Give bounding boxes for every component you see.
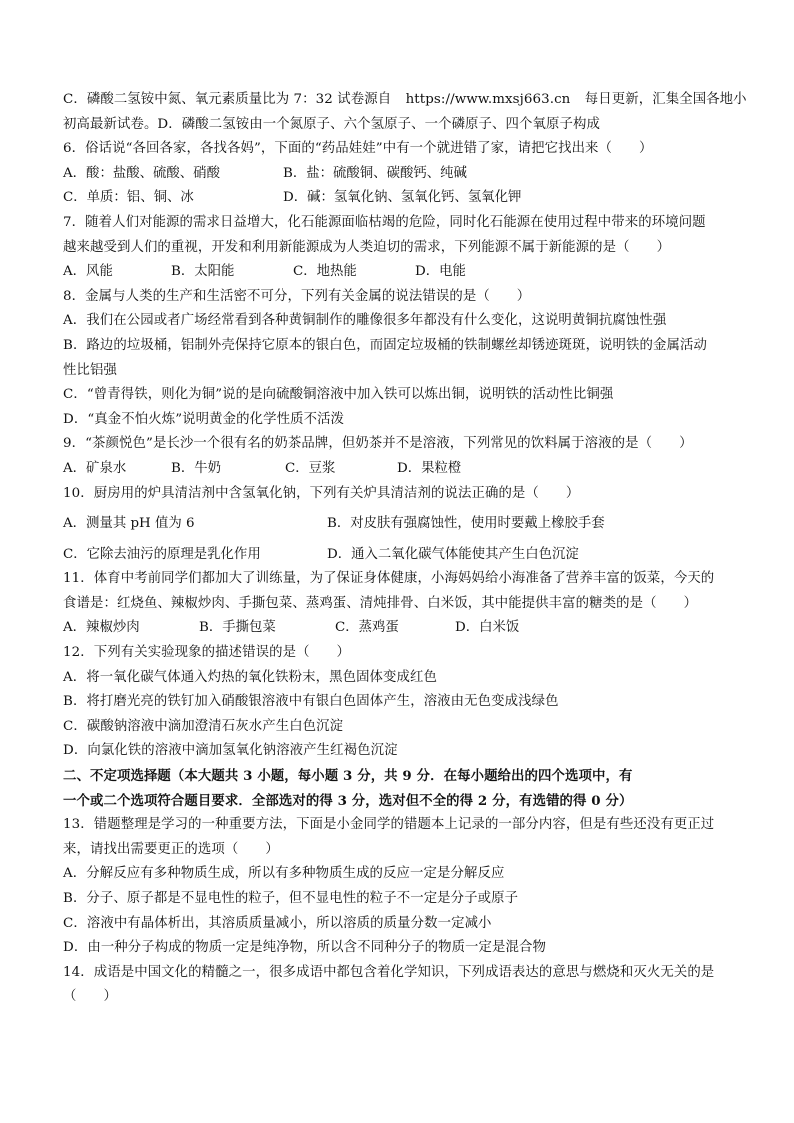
q8-option-a: A．我们在公园或者广场经常看到各种黄铜制作的雕像很多年都没有什么变化，这说明黄铜抗腐蚀性强 xyxy=(63,313,667,329)
q8-option-c: C．“曾青得铁，则化为铜”说的是向硫酸铜溶液中加入铁可以炼出铜，说明铁的活动性比铜强 xyxy=(63,387,614,403)
q8-option-b-2: 性比铝强 xyxy=(63,362,117,378)
q12-option-b: B．将打磨光亮的铁钉加入硝酸银溶液中有银白色固体产生，溶液由无色变成浅绿色 xyxy=(63,694,559,710)
q11-stem-1: 11．体育中考前同学们都加大了训练量，为了保证身体健康，小海妈妈给小海准备了营养丰富的饭菜，今天的 xyxy=(63,571,715,587)
q10-option-a: A．测量其 pH 值为 6 xyxy=(63,516,195,532)
q7-option-a: A．风能 xyxy=(63,264,113,280)
q13-option-b: B．分子、原子都是不显电性的粒子，但不显电性的粒子不一定是分子或原子 xyxy=(63,891,519,906)
q7-option-b: B．太阳能 xyxy=(171,264,235,280)
q11-option-d: D．白米饭 xyxy=(455,620,520,636)
q9-option-a: A．矿泉水 xyxy=(63,460,127,476)
q11-option-b: B．手撕包菜 xyxy=(199,620,276,636)
q9-option-b: B．牛奶 xyxy=(171,460,222,476)
section-2-heading-1: 二、不定项选择题（本大题共 3 小题，每小题 3 分，共 9 分．在每小题给出的四个选项中，有 xyxy=(63,768,633,785)
q8-stem: 8．金属与人类的生产和生活密不可分，下列有关金属的说法错误的是（ ） xyxy=(63,288,531,304)
q5-option-d: 初高最新试卷。D．磷酸二氢铵由一个氮原子、六个氢原子、一个磷原子、四个氧原子构成 xyxy=(63,116,600,132)
q5-option-c xyxy=(63,88,747,113)
q13-option-a: A．分解反应有多种物质生成，所以有多种物质生成的反应一定是分解反应 xyxy=(63,866,505,882)
q11-options xyxy=(63,616,739,641)
q7-options xyxy=(63,260,739,285)
q9-options xyxy=(63,457,739,482)
q5-option-c-text: C．磷酸二氢铵中氮、氧元素质量比为 7：32 试卷源自 xyxy=(63,92,392,107)
q9-stem: 9．“茶颜悦色”是长沙一个很有名的奶茶品牌，但奶茶并不是溶液，下列常见的饮料属于溶液的是（ ） xyxy=(63,436,693,452)
q12-stem: 12．下列有关实验现象的描述错误的是（ ） xyxy=(63,645,351,661)
q13-option-c: C．溶液中有晶体析出，其溶质质量减小，所以溶质的质量分数一定减小 xyxy=(63,915,492,931)
q8-option-b-1: B．路边的垃圾桶，铝制外壳保持它原本的银白色，而固定垃圾桶的铁制螺丝却锈迹斑斑，说明铁的金属活动 xyxy=(63,337,707,353)
q7-option-d: D．电能 xyxy=(415,264,466,280)
q6-stem: 6．俗话说“各回各家，各找各妈”，下面的“药品娃娃”中有一个就进错了家，请把它找出来（ ） xyxy=(63,141,653,157)
q14-stem-1: 14．成语是中国文化的精髓之一，很多成语中都包含着化学知识，下列成语表达的意思与燃烧和灭火无关的是 xyxy=(63,964,715,980)
q9-option-c: C．豆浆 xyxy=(285,460,336,476)
q6-options-row-1 xyxy=(63,162,739,187)
source-url: https://www.mxsj663.cn xyxy=(405,92,571,107)
q6-option-b: B．盐：硫酸铜、碳酸钙、纯碱 xyxy=(283,165,467,181)
q10-options-row-2 xyxy=(63,543,739,568)
section-2-heading-2: 一个或二个选项符合题目要求．全部选对的得 3 分，选对但不全的得 2 分，有选错的得 0 分） xyxy=(63,792,633,809)
q13-stem-1: 13．错题整理是学习的一种重要方法，下面是小金同学的错题本上记录的一部分内容，但是有些还没有更正过 xyxy=(63,817,715,833)
q7-stem-2: 越来越受到人们的重视，开发和利用新能源成为人类迫切的需求，下列能源不属于新能源的是（ ） xyxy=(63,239,671,255)
q12-option-a: A．将一氧化碳气体通入灼热的氧化铁粉末，黑色固体变成红色 xyxy=(63,669,438,685)
q6-options-row-2 xyxy=(63,186,739,211)
q11-option-a: A．辣椒炒肉 xyxy=(63,620,140,636)
q12-option-d: D．向氯化铁的溶液中滴加氢氧化钠溶液产生红褐色沉淀 xyxy=(63,743,398,759)
q11-option-c: C．蒸鸡蛋 xyxy=(335,620,399,636)
q10-option-c: C．它除去油污的原理是乳化作用 xyxy=(63,546,261,562)
q10-options-row-1 xyxy=(63,512,739,537)
q6-option-a: A．酸：盐酸、硫酸、硝酸 xyxy=(63,165,220,181)
q13-stem-2: 来，请找出需要更正的选项（ ） xyxy=(63,841,279,857)
q7-option-c: C．地热能 xyxy=(293,264,357,280)
exam-page xyxy=(63,88,747,1010)
q11-stem-2: 食谱是：红烧鱼、辣椒炒肉、手撕包菜、蒸鸡蛋、清炖排骨、白米饭，其中能提供丰富的糖类的是（ ） xyxy=(63,595,698,611)
q6-option-c: C．单质：铝、铜、冰 xyxy=(63,190,194,206)
q13-option-d: D．由一种分子构成的物质一定是纯净物，所以含不同种分子的物质一定是混合物 xyxy=(63,940,547,956)
q7-stem-1: 7．随着人们对能源的需求日益增大，化石能源面临枯竭的危险，同时化石能源在使用过程中带来的环境问题 xyxy=(63,214,706,230)
q6-option-d: D．碱：氢氧化钠、氢氧化钙、氢氧化钾 xyxy=(283,190,522,206)
q10-option-d: D．通入二氧化碳气体能使其产生白色沉淀 xyxy=(327,546,579,562)
q9-option-d: D．果粒橙 xyxy=(397,460,462,476)
q14-stem-2: （ ） xyxy=(63,989,117,1005)
q10-option-b: B．对皮肤有强腐蚀性，使用时要戴上橡胶手套 xyxy=(327,516,605,532)
q12-option-c: C．碳酸钠溶液中滴加澄清石灰水产生白色沉淀 xyxy=(63,718,344,734)
q10-stem: 10．厨房用的炉具清洁剂中含氢氧化钠，下列有关炉具清洁剂的说法正确的是（ ） xyxy=(63,485,580,501)
q8-option-d: D．“真金不怕火炼”说明黄金的化学性质不活泼 xyxy=(63,411,345,427)
q5-option-c-text-2: 每日更新，汇集全国各地小 xyxy=(584,92,747,107)
